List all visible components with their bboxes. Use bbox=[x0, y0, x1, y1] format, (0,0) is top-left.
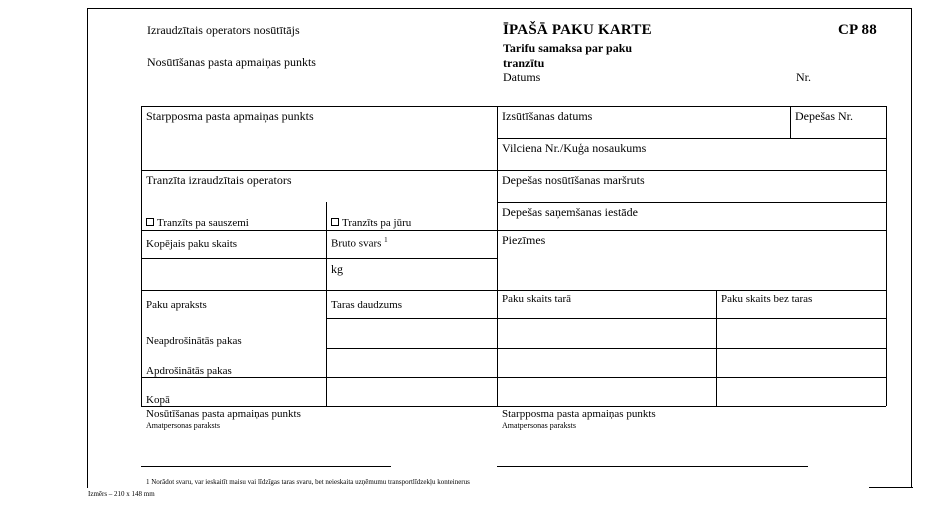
sender-signature-line bbox=[141, 466, 391, 467]
gross-weight-footnote-ref: 1 bbox=[384, 236, 388, 244]
grid-line bbox=[497, 202, 886, 203]
gross-weight-cell bbox=[331, 237, 388, 250]
grid-line bbox=[141, 377, 886, 378]
table-top-border bbox=[141, 106, 886, 107]
receiving-office-label: Depešas saņemšanas iestāde bbox=[502, 205, 638, 219]
parcels-without-tare-label: Paku skaits bez taras bbox=[721, 293, 813, 305]
tare-quantity-label: Taras daudzums bbox=[331, 299, 403, 311]
checkbox-icon[interactable] bbox=[146, 218, 154, 226]
transit-land-label: Tranzīts pa sauszemi bbox=[157, 217, 249, 229]
grid-line bbox=[141, 290, 886, 291]
parcel-description-label: Paku apraksts bbox=[146, 299, 207, 311]
grid-line bbox=[716, 290, 717, 406]
kg-unit-label: kg bbox=[331, 262, 343, 276]
table-bottom-border bbox=[141, 406, 886, 407]
intermediate-official-signature-label: Amatpersonas paraksts bbox=[502, 421, 576, 430]
intermediate-signature-line bbox=[497, 466, 808, 467]
frame-bottom-edge bbox=[869, 487, 913, 488]
parcels-in-tare-label: Paku skaits tarā bbox=[502, 293, 572, 305]
sender-exchange-label: Nosūtīšanas pasta apmaiņas punkts bbox=[147, 55, 316, 69]
table-right-border bbox=[886, 106, 887, 406]
grid-line bbox=[497, 106, 498, 406]
uninsured-parcels-label: Neapdrošinātās pakas bbox=[146, 335, 242, 347]
gross-weight-label: Bruto svars bbox=[331, 237, 382, 250]
sender-official-signature-label: Amatpersonas paraksts bbox=[146, 421, 220, 430]
weight-footnote: 1 Norādot svaru, var ieskaitīt maisu vai līdzīgas taras svaru, bet neieskaita uzņēmumu transportlīdzekļu konteinerus bbox=[146, 478, 470, 486]
number-label: Nr. bbox=[796, 70, 811, 84]
intermediate-exchange-label: Starpposma pasta apmaiņas punkts bbox=[146, 109, 314, 123]
grid-line bbox=[141, 258, 497, 259]
dispatch-route-label: Depešas nosūtīšanas maršruts bbox=[502, 173, 645, 187]
form-code: CP 88 bbox=[838, 22, 877, 38]
intermediate-exchange-signature-title: Starpposma pasta apmaiņas punkts bbox=[502, 408, 656, 420]
total-parcels-label: Kopējais paku skaits bbox=[146, 238, 238, 250]
sender-exchange-signature-title: Nosūtīšanas pasta apmaiņas punkts bbox=[146, 408, 301, 420]
transit-sea-label: Tranzīts pa jūru bbox=[342, 217, 412, 229]
grid-line bbox=[326, 318, 886, 319]
grid-line bbox=[326, 202, 327, 290]
sender-operator-label: Izraudzītais operators nosūtītājs bbox=[147, 23, 300, 37]
grid-line bbox=[141, 230, 886, 231]
dispatch-date-label: Izsūtīšanas datums bbox=[502, 109, 593, 123]
grid-line bbox=[790, 106, 791, 138]
form-title: ĪPAŠĀ PAKU KARTE bbox=[503, 22, 652, 38]
train-ship-label: Vilciena Nr./Kuģa nosaukums bbox=[502, 141, 647, 155]
insured-parcels-label: Apdrošinātās pakas bbox=[146, 365, 232, 377]
dispatch-number-label: Depešas Nr. bbox=[795, 109, 853, 123]
form-subtitle-line1: Tarifu samaksa par paku bbox=[503, 41, 633, 55]
grid-line bbox=[497, 138, 886, 139]
transit-land-option[interactable] bbox=[146, 218, 249, 229]
grid-line bbox=[326, 290, 327, 406]
transit-operator-label: Tranzīta izraudzītais operators bbox=[146, 173, 292, 187]
table-left-border bbox=[141, 106, 142, 406]
grid-line bbox=[141, 170, 886, 171]
transit-sea-option[interactable] bbox=[331, 218, 411, 229]
remarks-label: Piezīmes bbox=[502, 233, 546, 247]
total-label: Kopā bbox=[146, 394, 170, 406]
size-note: Izmērs – 210 x 148 mm bbox=[88, 490, 155, 498]
date-label: Datums bbox=[503, 70, 541, 84]
grid-line bbox=[326, 348, 886, 349]
form-subtitle-line2: tranzītu bbox=[503, 56, 545, 70]
checkbox-icon[interactable] bbox=[331, 218, 339, 226]
